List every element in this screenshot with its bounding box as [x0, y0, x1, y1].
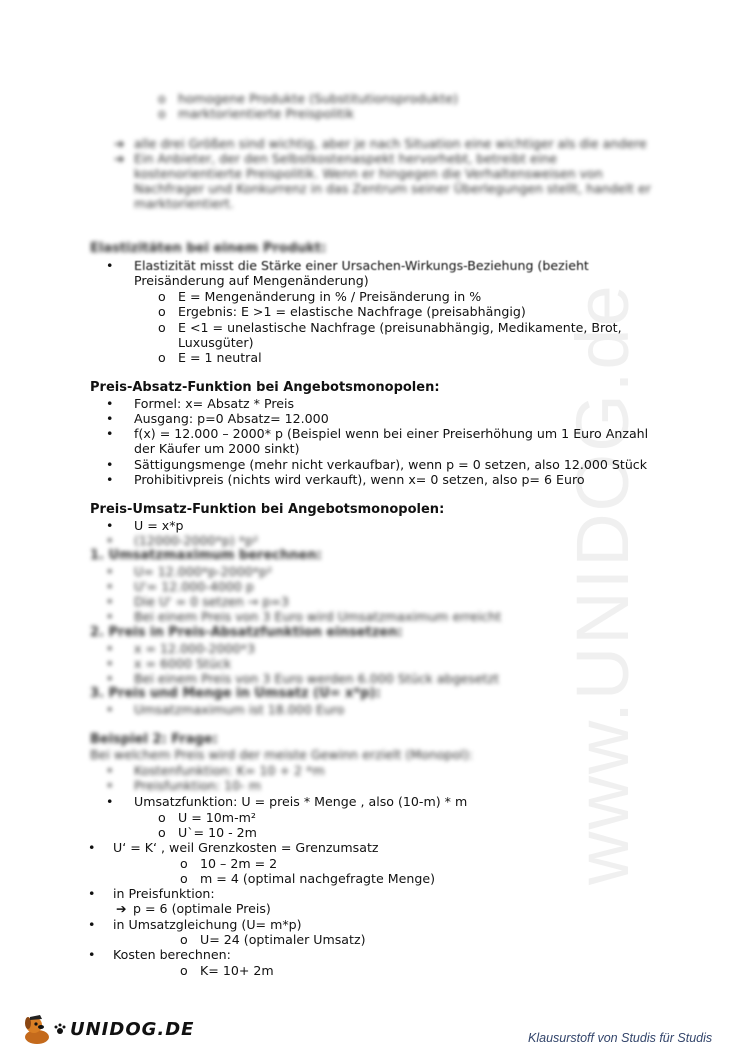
text-line: Ausgang: p=0 Absatz= 12.000: [134, 411, 329, 426]
bullet-dot: •: [106, 258, 114, 273]
watermark-text: www.UNIDOG.de: [561, 283, 644, 885]
text-line: Elastizität misst die Stärke einer Ursachen-Wirkungs-Beziehung (bezieht: [134, 258, 589, 273]
text-line: Luxusgüter): [178, 335, 254, 350]
text-line: p = 6 (optimale Preis): [133, 901, 271, 916]
blurred-line: Bei einem Preis von 3 Euro wird Umsatzmaximum erreicht: [134, 609, 502, 624]
bullet-dot: •: [106, 763, 114, 778]
blurred-line: Bei einem Preis von 3 Euro werden 6.000 Stück abgesetzt: [134, 671, 500, 686]
bullet-circle: o: [158, 106, 166, 121]
blurred-line: homogene Produkte (Substitutionsprodukte): [178, 91, 459, 106]
bullet-dot: •: [106, 564, 114, 579]
footer-slogan: Klausurstoff von Studis für Studis: [528, 1031, 713, 1045]
bullet-dot: •: [106, 594, 114, 609]
text-line: m = 4 (optimal nachgefragte Menge): [200, 871, 435, 886]
bullet-dot: •: [106, 426, 114, 441]
text-line: f(x) = 12.000 – 2000* p (Beispiel wenn bei einer Preiserhöhung um 1 Euro Anzahl: [134, 426, 649, 441]
unidog-logo[interactable]: [20, 1013, 194, 1045]
bullet-circle: o: [180, 932, 188, 947]
text-line: 10 – 2m = 2: [200, 856, 278, 871]
text-line: U = x*p: [134, 518, 184, 533]
bullet-circle: o: [158, 825, 166, 840]
bullet-dot: •: [106, 457, 114, 472]
bullet-dot: •: [106, 411, 114, 426]
bullet-dot: •: [106, 794, 114, 809]
bullet-dot: •: [106, 396, 114, 411]
blurred-line: U'= 12.000-4000 p: [134, 579, 254, 594]
blurred-line: kostenorientierte Preispolitik. Wenn er hingegen die Verhaltensweisen von: [134, 166, 603, 181]
section-heading: 1. Umsatzmaximum berechnen:: [90, 548, 322, 563]
bullet-circle: o: [158, 289, 166, 304]
bullet-circle: o: [158, 320, 166, 335]
section-heading: Beispiel 2: Frage:: [90, 732, 218, 747]
blurred-line: marktorientierte Preispolitik: [178, 106, 355, 121]
bullet-dot: •: [106, 656, 114, 671]
text-line: Preisänderung auf Mengenänderung): [134, 273, 369, 288]
text-line: Kosten berechnen:: [113, 947, 231, 962]
text-line: in Umsatzgleichung (U= m*p): [113, 917, 302, 932]
text-line: Umsatzfunktion: U = preis * Menge , also (10-m) * m: [134, 794, 468, 809]
blurred-line: x = 12.000-2000*3: [134, 641, 255, 656]
bullet-dot: •: [106, 472, 114, 487]
bullet-dot: •: [106, 533, 114, 548]
bullet-circle: o: [158, 91, 166, 106]
arrow-right-icon: ➔: [116, 901, 127, 916]
blurred-line: Bei welchem Preis wird der meiste Gewinn erzielt (Monopol):: [90, 747, 473, 762]
blurred-line: Umsatzmaximum ist 18.000 Euro: [134, 702, 345, 717]
bullet-dot: •: [106, 671, 114, 686]
blurred-line: x = 6000 Stück: [134, 656, 232, 671]
text-line: der Käufer um 2000 sinkt): [134, 441, 300, 456]
bullet-circle: o: [158, 810, 166, 825]
section-heading: Preis-Umsatz-Funktion bei Angebotsmonopolen:: [90, 502, 445, 517]
dog-mascot-icon: [20, 1013, 54, 1045]
text-line: K= 10+ 2m: [200, 963, 274, 978]
bullet-dot: •: [106, 609, 114, 624]
bullet-circle: o: [158, 304, 166, 319]
text-line: Ergebnis: E >1 = elastische Nachfrage (preisabhängig): [178, 304, 526, 319]
bullet-dot: •: [106, 702, 114, 717]
bullet-dot: •: [88, 917, 96, 932]
bullet-dot: •: [106, 641, 114, 656]
blurred-line: marktorientiert.: [134, 196, 234, 211]
blurred-line: Kostenfunktion: K= 10 + 2 *m: [134, 763, 325, 778]
bullet-dot: •: [106, 778, 114, 793]
text-line: E = Mengenänderung in % / Preisänderung in %: [178, 289, 482, 304]
text-line: U`= 10 - 2m: [178, 825, 257, 840]
section-heading: Elastizitäten bei einem Produkt:: [90, 241, 327, 256]
section-heading: 3. Preis und Menge in Umsatz (U= x*p):: [90, 686, 381, 701]
text-line: E = 1 neutral: [178, 350, 262, 365]
bullet-dot: •: [88, 886, 96, 901]
text-line: U = 10m-m²: [178, 810, 256, 825]
paw-icon: [54, 1023, 66, 1035]
bullet-dot: •: [88, 947, 96, 962]
bullet-circle: o: [158, 350, 166, 365]
bullet-circle: o: [180, 963, 188, 978]
text-line: U= 24 (optimaler Umsatz): [200, 932, 366, 947]
blurred-line: (12000-2000*p) *p²: [134, 533, 259, 548]
text-line: Formel: x= Absatz * Preis: [134, 396, 295, 411]
text-line: Sättigungsmenge (mehr nicht verkaufbar), wenn p = 0 setzen, also 12.000 Stück: [134, 457, 648, 472]
logo-text: UNIDOG.DE: [70, 1018, 195, 1040]
section-heading: 2. Preis in Preis-Absatzfunktion einsetzen:: [90, 625, 403, 640]
bullet-circle: o: [180, 871, 188, 886]
blurred-line: U= 12.000*p-2000*p²: [134, 564, 273, 579]
arrow-bullet-icon: ➔: [114, 151, 125, 166]
bullet-dot: •: [106, 518, 114, 533]
bullet-circle: o: [180, 856, 188, 871]
text-line: E <1 = unelastische Nachfrage (preisunabhängig, Medikamente, Brot,: [178, 320, 622, 335]
blurred-line: Preisfunktion: 10- m: [134, 778, 261, 793]
blurred-line: Ein Anbieter, der den Selbstkostenaspekt hervorhebt, betreibt eine: [134, 151, 557, 166]
arrow-bullet-icon: ➔: [114, 136, 125, 151]
blurred-line: Nachfrager und Konkurrenz in das Zentrum seiner Überlegungen stellt, handelt er: [134, 181, 651, 196]
bullet-dot: •: [106, 579, 114, 594]
bullet-dot: •: [88, 840, 96, 855]
text-line: in Preisfunktion:: [113, 886, 215, 901]
text-line: Prohibitivpreis (nichts wird verkauft), wenn x= 0 setzen, also p= 6 Euro: [134, 472, 585, 487]
text-line: U‘ = K‘ , weil Grenzkosten = Grenzumsatz: [113, 840, 379, 855]
section-heading: Preis-Absatz-Funktion bei Angebotsmonopolen:: [90, 380, 440, 395]
blurred-line: alle drei Größen sind wichtig, aber je nach Situation eine wichtiger als die andere: [134, 136, 647, 151]
blurred-line: Die U' = 0 setzen → p=3: [134, 594, 289, 609]
